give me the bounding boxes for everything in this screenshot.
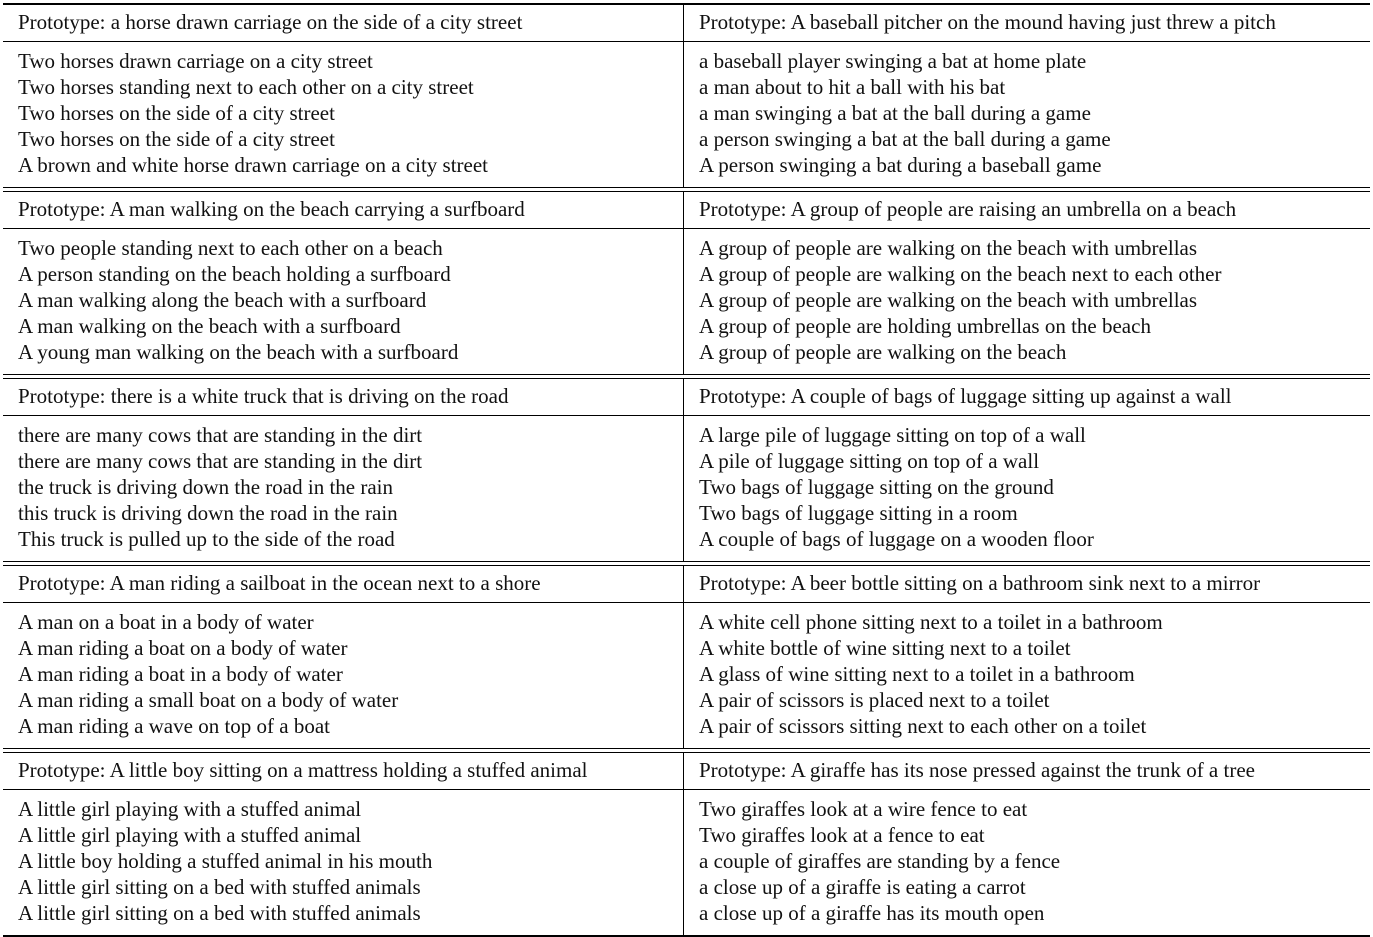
generated-caption: A couple of bags of luggage on a wooden floor <box>699 527 1094 551</box>
generated-caption: A white bottle of wine sitting next to a toilet <box>699 636 1071 660</box>
block-separator-rule <box>3 565 1370 566</box>
generated-caption: Two bags of luggage sitting on the ground <box>699 475 1054 499</box>
generated-caption: A group of people are walking on the beach with umbrellas <box>699 288 1198 312</box>
generated-caption: Two giraffes look at a wire fence to eat <box>699 797 1028 821</box>
generated-caption: A pile of luggage sitting on top of a wall <box>699 449 1040 473</box>
column-divider <box>683 378 684 561</box>
prototype-caption: Prototype: A man walking on the beach carrying a surfboard <box>18 197 525 221</box>
generated-caption: a man about to hit a ball with his bat <box>699 75 1006 99</box>
generated-caption: a couple of giraffes are standing by a fence <box>699 849 1061 873</box>
generated-caption: Two horses on the side of a city street <box>18 127 335 151</box>
generated-caption: a man swinging a bat at the ball during a game <box>699 101 1091 125</box>
generated-caption: A group of people are holding umbrellas on the beach <box>699 314 1151 338</box>
prototype-caption: Prototype: A little boy sitting on a mattress holding a stuffed animal <box>18 758 588 782</box>
generated-caption: the truck is driving down the road in the rain <box>18 475 393 499</box>
generated-caption: A pair of scissors sitting next to each other on a toilet <box>699 714 1147 738</box>
generated-caption: A man riding a boat on a body of water <box>18 636 348 660</box>
generated-caption: Two horses drawn carriage on a city street <box>18 49 373 73</box>
generated-caption: A young man walking on the beach with a surfboard <box>18 340 459 364</box>
generated-caption: a baseball player swinging a bat at home plate <box>699 49 1087 73</box>
generated-caption: A person swinging a bat during a baseball game <box>699 153 1102 177</box>
header-underline-rule <box>3 789 1370 790</box>
block-separator-rule <box>3 748 1370 749</box>
block-separator-rule <box>3 187 1370 188</box>
generated-caption: there are many cows that are standing in the dirt <box>18 423 423 447</box>
prototype-caption: Prototype: A beer bottle sitting on a bathroom sink next to a mirror <box>699 571 1261 595</box>
column-divider <box>683 565 684 748</box>
generated-caption: A large pile of luggage sitting on top of a wall <box>699 423 1086 447</box>
generated-caption: Two people standing next to each other on a beach <box>18 236 443 260</box>
generated-caption: Two horses standing next to each other on a city street <box>18 75 474 99</box>
generated-caption: A glass of wine sitting next to a toilet in a bathroom <box>699 662 1135 686</box>
block-separator-rule <box>3 374 1370 375</box>
block-separator-rule <box>3 378 1370 379</box>
generated-caption: A man riding a boat in a body of water <box>18 662 343 686</box>
prototype-caption: Prototype: A couple of bags of luggage sitting up against a wall <box>699 384 1232 408</box>
generated-caption: A little girl playing with a stuffed animal <box>18 797 362 821</box>
generated-caption: a person swinging a bat at the ball during a game <box>699 127 1111 151</box>
header-underline-rule <box>3 415 1370 416</box>
generated-caption: A little girl playing with a stuffed animal <box>18 823 362 847</box>
generated-caption: A man walking on the beach with a surfboard <box>18 314 401 338</box>
generated-caption: A little girl sitting on a bed with stuffed animals <box>18 875 421 899</box>
generated-caption: This truck is pulled up to the side of the road <box>18 527 395 551</box>
column-divider <box>683 3 684 187</box>
generated-caption: A man walking along the beach with a surfboard <box>18 288 427 312</box>
prototype-caption: Prototype: A baseball pitcher on the mound having just threw a pitch <box>699 10 1276 34</box>
column-divider <box>683 752 684 935</box>
prototype-caption: Prototype: A man riding a sailboat in the ocean next to a shore <box>18 571 541 595</box>
block-separator-rule <box>3 752 1370 753</box>
generated-caption: Two horses on the side of a city street <box>18 101 335 125</box>
prototype-caption: Prototype: a horse drawn carriage on the side of a city street <box>18 10 523 34</box>
header-underline-rule <box>3 41 1370 42</box>
header-underline-rule <box>3 228 1370 229</box>
generated-caption: A group of people are walking on the beach <box>699 340 1067 364</box>
generated-caption: a close up of a giraffe is eating a carrot <box>699 875 1026 899</box>
generated-caption: A brown and white horse drawn carriage on a city street <box>18 153 488 177</box>
prototype-caption: Prototype: A giraffe has its nose pressed against the trunk of a tree <box>699 758 1255 782</box>
block-separator-rule <box>3 561 1370 562</box>
generated-caption: Two giraffes look at a fence to eat <box>699 823 985 847</box>
generated-caption: A group of people are walking on the beach with umbrellas <box>699 236 1198 260</box>
generated-caption: A man riding a wave on top of a boat <box>18 714 331 738</box>
header-underline-rule <box>3 602 1370 603</box>
generated-caption: a close up of a giraffe has its mouth open <box>699 901 1045 925</box>
generated-caption: A little girl sitting on a bed with stuffed animals <box>18 901 421 925</box>
generated-caption: A man riding a small boat on a body of water <box>18 688 399 712</box>
block-separator-rule <box>3 191 1370 192</box>
prototype-caption: Prototype: there is a white truck that is driving on the road <box>18 384 509 408</box>
generated-caption: this truck is driving down the road in the rain <box>18 501 398 525</box>
generated-caption: there are many cows that are standing in the dirt <box>18 449 423 473</box>
generated-caption: A pair of scissors is placed next to a toilet <box>699 688 1050 712</box>
generated-caption: A little boy holding a stuffed animal in his mouth <box>18 849 433 873</box>
generated-caption: A group of people are walking on the beach next to each other <box>699 262 1222 286</box>
generated-caption: A man on a boat in a body of water <box>18 610 314 634</box>
column-divider <box>683 191 684 374</box>
generated-caption: A white cell phone sitting next to a toilet in a bathroom <box>699 610 1163 634</box>
prototype-caption: Prototype: A group of people are raising an umbrella on a beach <box>699 197 1237 221</box>
generated-caption: A person standing on the beach holding a surfboard <box>18 262 451 286</box>
generated-caption: Two bags of luggage sitting in a room <box>699 501 1018 525</box>
table-top-rule <box>3 3 1370 5</box>
